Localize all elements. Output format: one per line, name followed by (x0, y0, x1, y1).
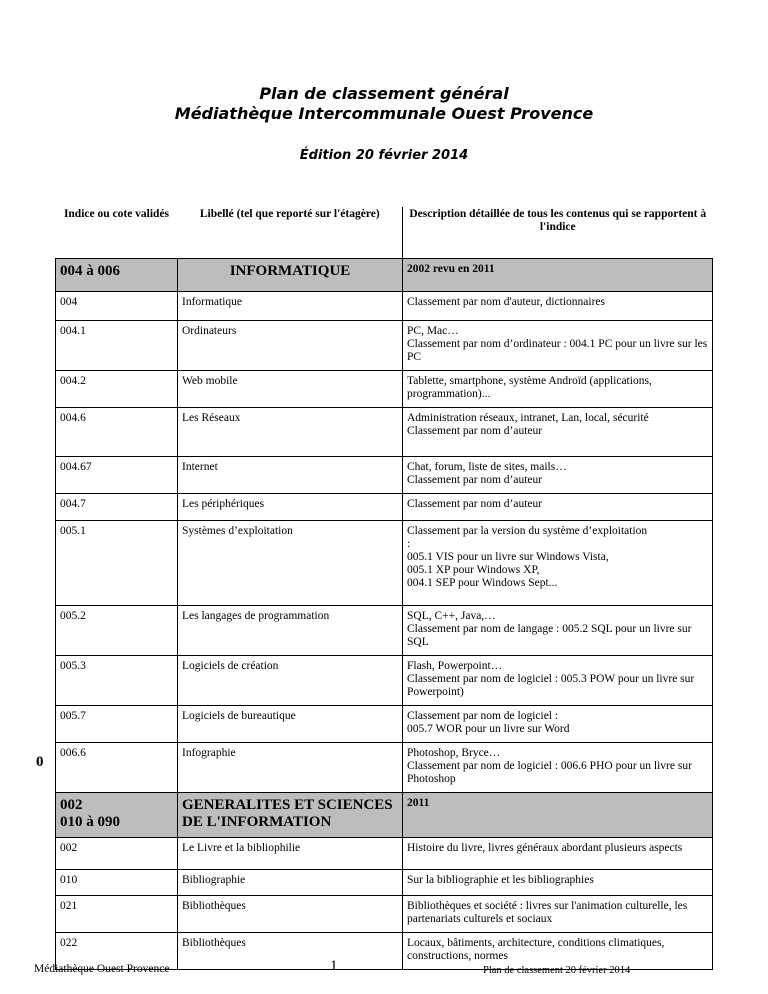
section-label: GENERALITES ET SCIENCES DE L'INFORMATION (182, 797, 393, 830)
table-row (56, 321, 713, 371)
row-label: Bibliothèques (178, 896, 403, 933)
table-row (56, 292, 713, 321)
table-row (56, 870, 713, 896)
section-row (56, 259, 713, 292)
table-row (56, 896, 713, 933)
row-label: Le Livre et la bibliophilie (178, 838, 403, 870)
row-code: 004 (56, 292, 178, 321)
document-title: Plan de classement général (259, 84, 509, 103)
row-label: Web mobile (178, 371, 403, 408)
row-code: 005.7 (56, 706, 178, 743)
row-code: 002 (56, 838, 178, 870)
footer-document-title: Plan de classement 20 février 2014 (483, 965, 631, 976)
table-row (56, 408, 713, 457)
row-code: 021 (56, 896, 178, 933)
row-description: Classement par nom d'auteur, dictionnaires (403, 292, 713, 321)
row-label: Ordinateurs (178, 321, 403, 371)
row-label: Logiciels de bureautique (178, 706, 403, 743)
row-code: 010 (56, 870, 178, 896)
table-row (56, 706, 713, 743)
row-label: Internet (178, 457, 403, 494)
row-description: Classement par nom d’auteur (403, 494, 713, 521)
section-note: 2002 revu en 2011 (407, 263, 495, 275)
row-description: Sur la bibliographie et les bibliographies (403, 870, 713, 896)
row-description: Classement par la version du système d’exploitation : 005.1 VIS pour un livre sur Windows Vista, 005.1 XP pour Windows XP, 004.1 SEP pour Windows Sept... (403, 521, 713, 606)
footer-organization: Médiathèque Ouest Provence (34, 963, 170, 975)
row-description: Photoshop, Bryce… Classement par nom de logiciel : 006.6 PHO pour un livre sur Photoshop (403, 743, 713, 793)
row-code: 022 (56, 933, 178, 970)
table-row (56, 606, 713, 656)
row-code: 004.67 (56, 457, 178, 494)
table-row (56, 457, 713, 494)
row-description: Histoire du livre, livres généraux abordant plusieurs aspects (403, 838, 713, 870)
page-number: 1 (330, 958, 338, 974)
row-label: Les Réseaux (178, 408, 403, 457)
table-row (56, 838, 713, 870)
row-code: 005.1 (56, 521, 178, 606)
edition-date: Édition 20 février 2014 (299, 148, 469, 163)
row-label: Informatique (178, 292, 403, 321)
section-note: 2011 (407, 797, 430, 809)
row-description: Bibliothèques et société : livres sur l'animation culturelle, les partenariats culturels et sociaux (403, 896, 713, 933)
row-label: Les périphériques (178, 494, 403, 521)
table-row (56, 656, 713, 706)
table-row (56, 494, 713, 521)
row-label: Bibliothèques (178, 933, 403, 970)
row-description: Classement par nom de logiciel : 005.7 WOR pour un livre sur Word (403, 706, 713, 743)
row-description: Locaux, bâtiments, architecture, conditions climatiques, constructions, normes (403, 933, 713, 970)
row-code: 004.2 (56, 371, 178, 408)
document-subtitle: Médiathèque Intercommunale Ouest Provence (174, 104, 594, 123)
section-code: 004 à 006 (60, 263, 120, 279)
section-side-marker: 0 (36, 754, 44, 770)
row-code: 005.2 (56, 606, 178, 656)
section-label: INFORMATIQUE (229, 263, 351, 279)
row-description: PC, Mac… Classement par nom d’ordinateur : 004.1 PC pour un livre sur les PC (403, 321, 713, 371)
column-header-description: Description détaillée de tous les contenus qui se rapportent à l'indice (403, 207, 713, 259)
section-code: 002 010 à 090 (60, 797, 120, 830)
row-code: 005.3 (56, 656, 178, 706)
row-label: Les langages de programmation (178, 606, 403, 656)
row-label: Bibliographie (178, 870, 403, 896)
row-label: Systèmes d’exploitation (178, 521, 403, 606)
table-row (56, 371, 713, 408)
table-header-row (56, 207, 713, 259)
column-header-label: Libellé (tel que reporté sur l'étagère) (199, 208, 380, 220)
column-header-index: Indice ou cote validés (63, 208, 170, 220)
row-description: Flash, Powerpoint… Classement par nom de logiciel : 005.3 POW pour un livre sur Powerpoint) (403, 656, 713, 706)
row-label: Infographie (178, 743, 403, 793)
row-label: Logiciels de création (178, 656, 403, 706)
row-description: SQL, C++, Java,… Classement par nom de langage : 005.2 SQL pour un livre sur SQL (403, 606, 713, 656)
row-description: Administration réseaux, intranet, Lan, local, sécurité Classement par nom d’auteur (403, 408, 713, 457)
row-description: Chat, forum, liste de sites, mails… Classement par nom d’auteur (403, 457, 713, 494)
row-code: 004.6 (56, 408, 178, 457)
table-row (56, 743, 713, 793)
row-code: 004.1 (56, 321, 178, 371)
row-code: 004.7 (56, 494, 178, 521)
table-row (56, 521, 713, 606)
row-code: 006.6 (56, 743, 178, 793)
row-description: Tablette, smartphone, système Androïd (applications, programmation)... (403, 371, 713, 408)
section-row (56, 793, 713, 838)
classification-table (55, 207, 713, 970)
